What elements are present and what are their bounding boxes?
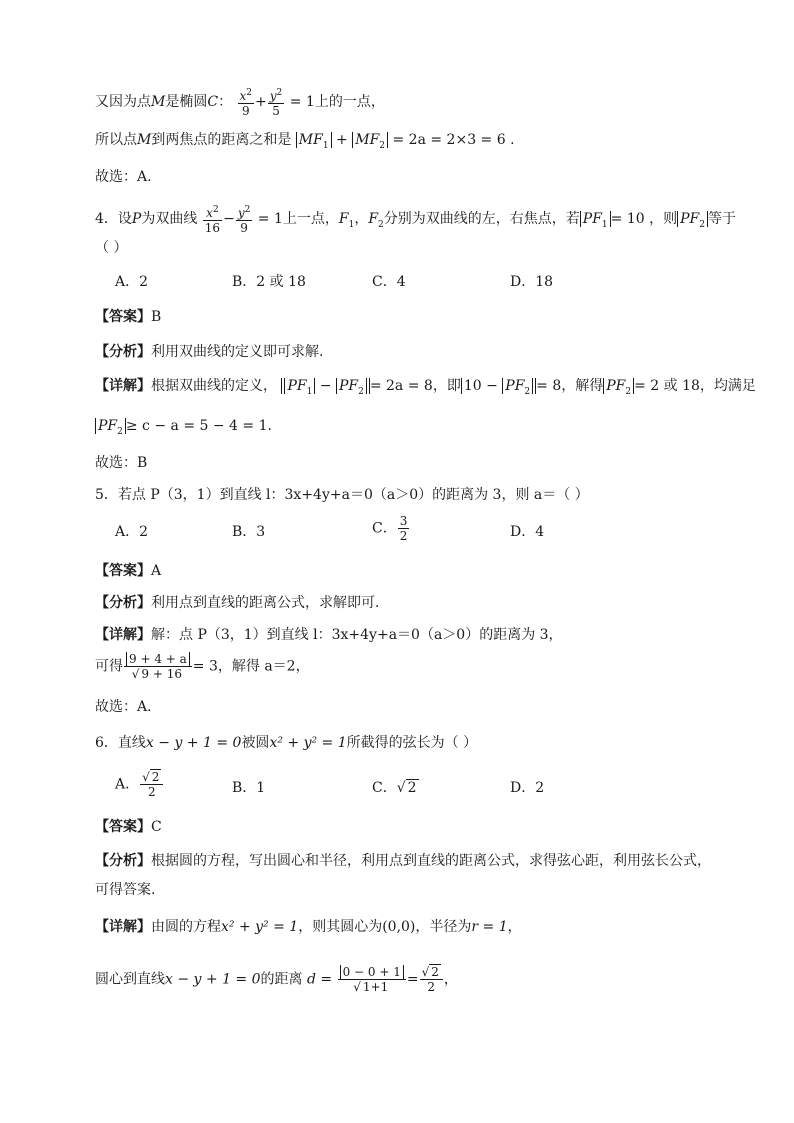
text: = 2 或 18，均满足 (634, 378, 756, 394)
var-C: C (207, 94, 219, 110)
text: C． (372, 520, 397, 537)
q4-option-a: A．2 (115, 274, 149, 290)
text: 是椭圆 (165, 94, 208, 110)
text: ： (218, 94, 233, 110)
q4-option-b: B．2 或 18 (232, 274, 306, 290)
abs-PF2: $PF_2$ (603, 378, 634, 394)
fraction-y2-5: $\frac{y^2}{5}$ (269, 88, 283, 118)
var-M: M (137, 132, 152, 148)
line-equation: x − y + 1 = 0 (165, 971, 261, 988)
text: 分别为双曲线的左，右焦点，若 (383, 211, 580, 227)
text: 等于 (707, 211, 736, 227)
q4-answer (95, 307, 161, 327)
q4-option-c: C．4 (372, 274, 406, 290)
text: 6．直线 (95, 735, 146, 751)
q6-analysis-2: 可得答案. (95, 882, 156, 898)
q6-option-a (115, 770, 164, 799)
abs-PF2: $PF_2$ (677, 211, 708, 227)
text: = 2a = 2×3 = 6 . (392, 132, 515, 148)
fraction-y2-9: $\frac{y^2}{9}$ (237, 205, 251, 235)
answer-tag: 【答案】 (95, 819, 151, 835)
text: = 8，解得 (536, 378, 604, 394)
fraction-distance: $\frac{0 - 0 + 1}{√ 1+1}$ (338, 965, 406, 994)
abs-MF1: $MF_1$ (296, 132, 332, 148)
q6-detail-2: 圆心到直线x − y + 1 = 0的距离 d = $\frac{0 - 0 + 1}{√ 1+1}$ = $\frac{√ 2}{2}$ ， (95, 965, 458, 994)
q4-paren: （ ） (95, 240, 128, 256)
text: 根据双曲线的定义， (151, 378, 277, 394)
circle-equation: x² + y² = 1 (221, 919, 299, 935)
detail-text: 解：点 P（3，1）到直线 l：3x+4y+a＝0（a＞0）的距离为 3， (151, 627, 563, 643)
text: = 1上的一点， (289, 94, 385, 110)
var-M: M (151, 94, 166, 110)
q6-option-b: B．1 (232, 780, 266, 796)
analysis-text: 根据圆的方程，写出圆心和半径，利用点到直线的距离公式，求得弦心距，利用弦长公式， (151, 853, 711, 869)
text: 4．设 (95, 211, 132, 227)
text: = 2a = 8，即 (369, 378, 461, 394)
q6-option-c: C．√ 2 (372, 780, 417, 796)
q4-conclusion: 故选：B (95, 455, 148, 471)
q6-option-d: D．2 (510, 780, 545, 796)
text: ≥ c − a = 5 − 4 = 1. (125, 418, 272, 434)
intro-line-1: 又因为点M是椭圆C： $\frac{x^2}{9}$ + $\frac{y^2}{5}$ = 1上的一点， (95, 88, 385, 118)
distance-d: d = (306, 971, 333, 988)
analysis-tag: 【分析】 (95, 595, 151, 611)
text: = 1上一点， (257, 211, 339, 227)
text: ，则其圆心为 (298, 919, 383, 935)
text: 被圆 (241, 735, 270, 751)
intro-line-2: 所以点M到两焦点的距离之和是 $MF_1 + MF_2 = 2a = 2\times 3 = 6$ . (95, 132, 515, 151)
q5-option-c (372, 514, 410, 543)
text: ， (354, 211, 369, 227)
text: 的距离 (260, 971, 303, 988)
abs-abs-diff: $PF_1 - PF_2$ (281, 378, 369, 394)
analysis-text: 利用点到直线的距离公式，求解即可． (151, 595, 389, 611)
fraction-distance: $\frac{9 + 4 + a}{√ 9 + 16}$ (124, 652, 192, 681)
text: ，半径为 (415, 919, 472, 935)
q5-stem: 5．若点 P（3，1）到直线 l：3x+4y+a＝0（a＞0）的距离为 3，则 a＝（ ） (95, 487, 589, 503)
text: 所截得的弦长为（ ） (346, 735, 478, 751)
fraction-sqrt2-2: $\frac{√ 2}{2}$ (140, 770, 163, 799)
intro-line-3: 故选：A. (95, 169, 152, 185)
q6-analysis (95, 851, 711, 871)
text: 所以点 (95, 132, 137, 148)
text: 为双曲线 (141, 211, 198, 227)
q5-option-b: B．3 (232, 524, 266, 540)
q5-conclusion: 故选：A. (95, 699, 152, 715)
q5-answer (95, 561, 161, 581)
detail-tag: 【详解】 (95, 378, 151, 394)
q5-analysis (95, 593, 389, 613)
radius: r = 1 (471, 919, 508, 935)
text: ， (507, 919, 522, 935)
text: = 3，解得 a＝2， (192, 658, 310, 675)
fraction-result: $\frac{√ 2}{2}$ (420, 965, 443, 994)
analysis-tag: 【分析】 (95, 344, 151, 360)
q5-detail (95, 625, 563, 645)
var-F2: F (368, 211, 379, 227)
q5-detail-2 (95, 652, 310, 681)
text: C． (372, 780, 397, 796)
q4-analysis (95, 342, 323, 362)
abs-MF2: $MF_2$ (352, 132, 388, 148)
q6-stem (95, 733, 477, 753)
q4-option-d: D．18 (510, 274, 554, 290)
text: = 10 ，则 (610, 211, 678, 227)
sqrt-2: 2 (407, 780, 417, 796)
q5-option-d: D．4 (510, 524, 545, 540)
circle-equation: x² + y² = 1 (269, 735, 347, 751)
answer-value: A (151, 563, 162, 579)
circle-center: (0,0) (382, 919, 416, 935)
abs-10-PF2: $10 - PF_2$ (461, 378, 536, 394)
q5-option-a: A．2 (115, 524, 149, 540)
analysis-tag: 【分析】 (95, 853, 151, 869)
text: 又因为点 (95, 94, 151, 110)
text: 可得 (95, 658, 123, 675)
abs-PF2: $PF_2$ (95, 418, 126, 434)
answer-value: C (151, 819, 162, 835)
detail-tag: 【详解】 (95, 627, 151, 643)
text: 由圆的方程 (151, 919, 221, 935)
answer-tag: 【答案】 (95, 563, 151, 579)
var-P: P (131, 211, 142, 227)
fraction-3-2: $\frac{3}{2}$ (399, 514, 408, 543)
line-equation: x − y + 1 = 0 (145, 735, 242, 751)
abs-PF1: $PF_1$ (580, 211, 611, 227)
text: A． (115, 776, 140, 793)
answer-value: B (151, 309, 162, 325)
q4-stem: 4．设P为双曲线 $\frac{x^2}{16}$ − $\frac{y^2}{9}$ = 1上一点，$F_1$，$F_2$分别为双曲线的左，右焦点，若 $PF_1 = 10$ ，则 $PF_2$ 等于 (95, 205, 736, 235)
text: 到两焦点的距离之和是 (151, 132, 292, 148)
q6-answer (95, 817, 162, 837)
text: 圆心到直线 (95, 971, 165, 988)
fraction-x2-16: $\frac{x^2}{16}$ (204, 205, 221, 235)
q4-detail (95, 376, 756, 402)
q6-detail (95, 917, 522, 937)
text: ， (443, 971, 458, 988)
answer-tag: 【答案】 (95, 309, 151, 325)
fraction-x2-9: $\frac{x^2}{9}$ (239, 88, 253, 118)
var-F1: F (338, 211, 349, 227)
detail-tag: 【详解】 (95, 919, 151, 935)
q4-detail-2 (95, 416, 272, 442)
analysis-text: 利用双曲线的定义即可求解. (151, 344, 324, 360)
